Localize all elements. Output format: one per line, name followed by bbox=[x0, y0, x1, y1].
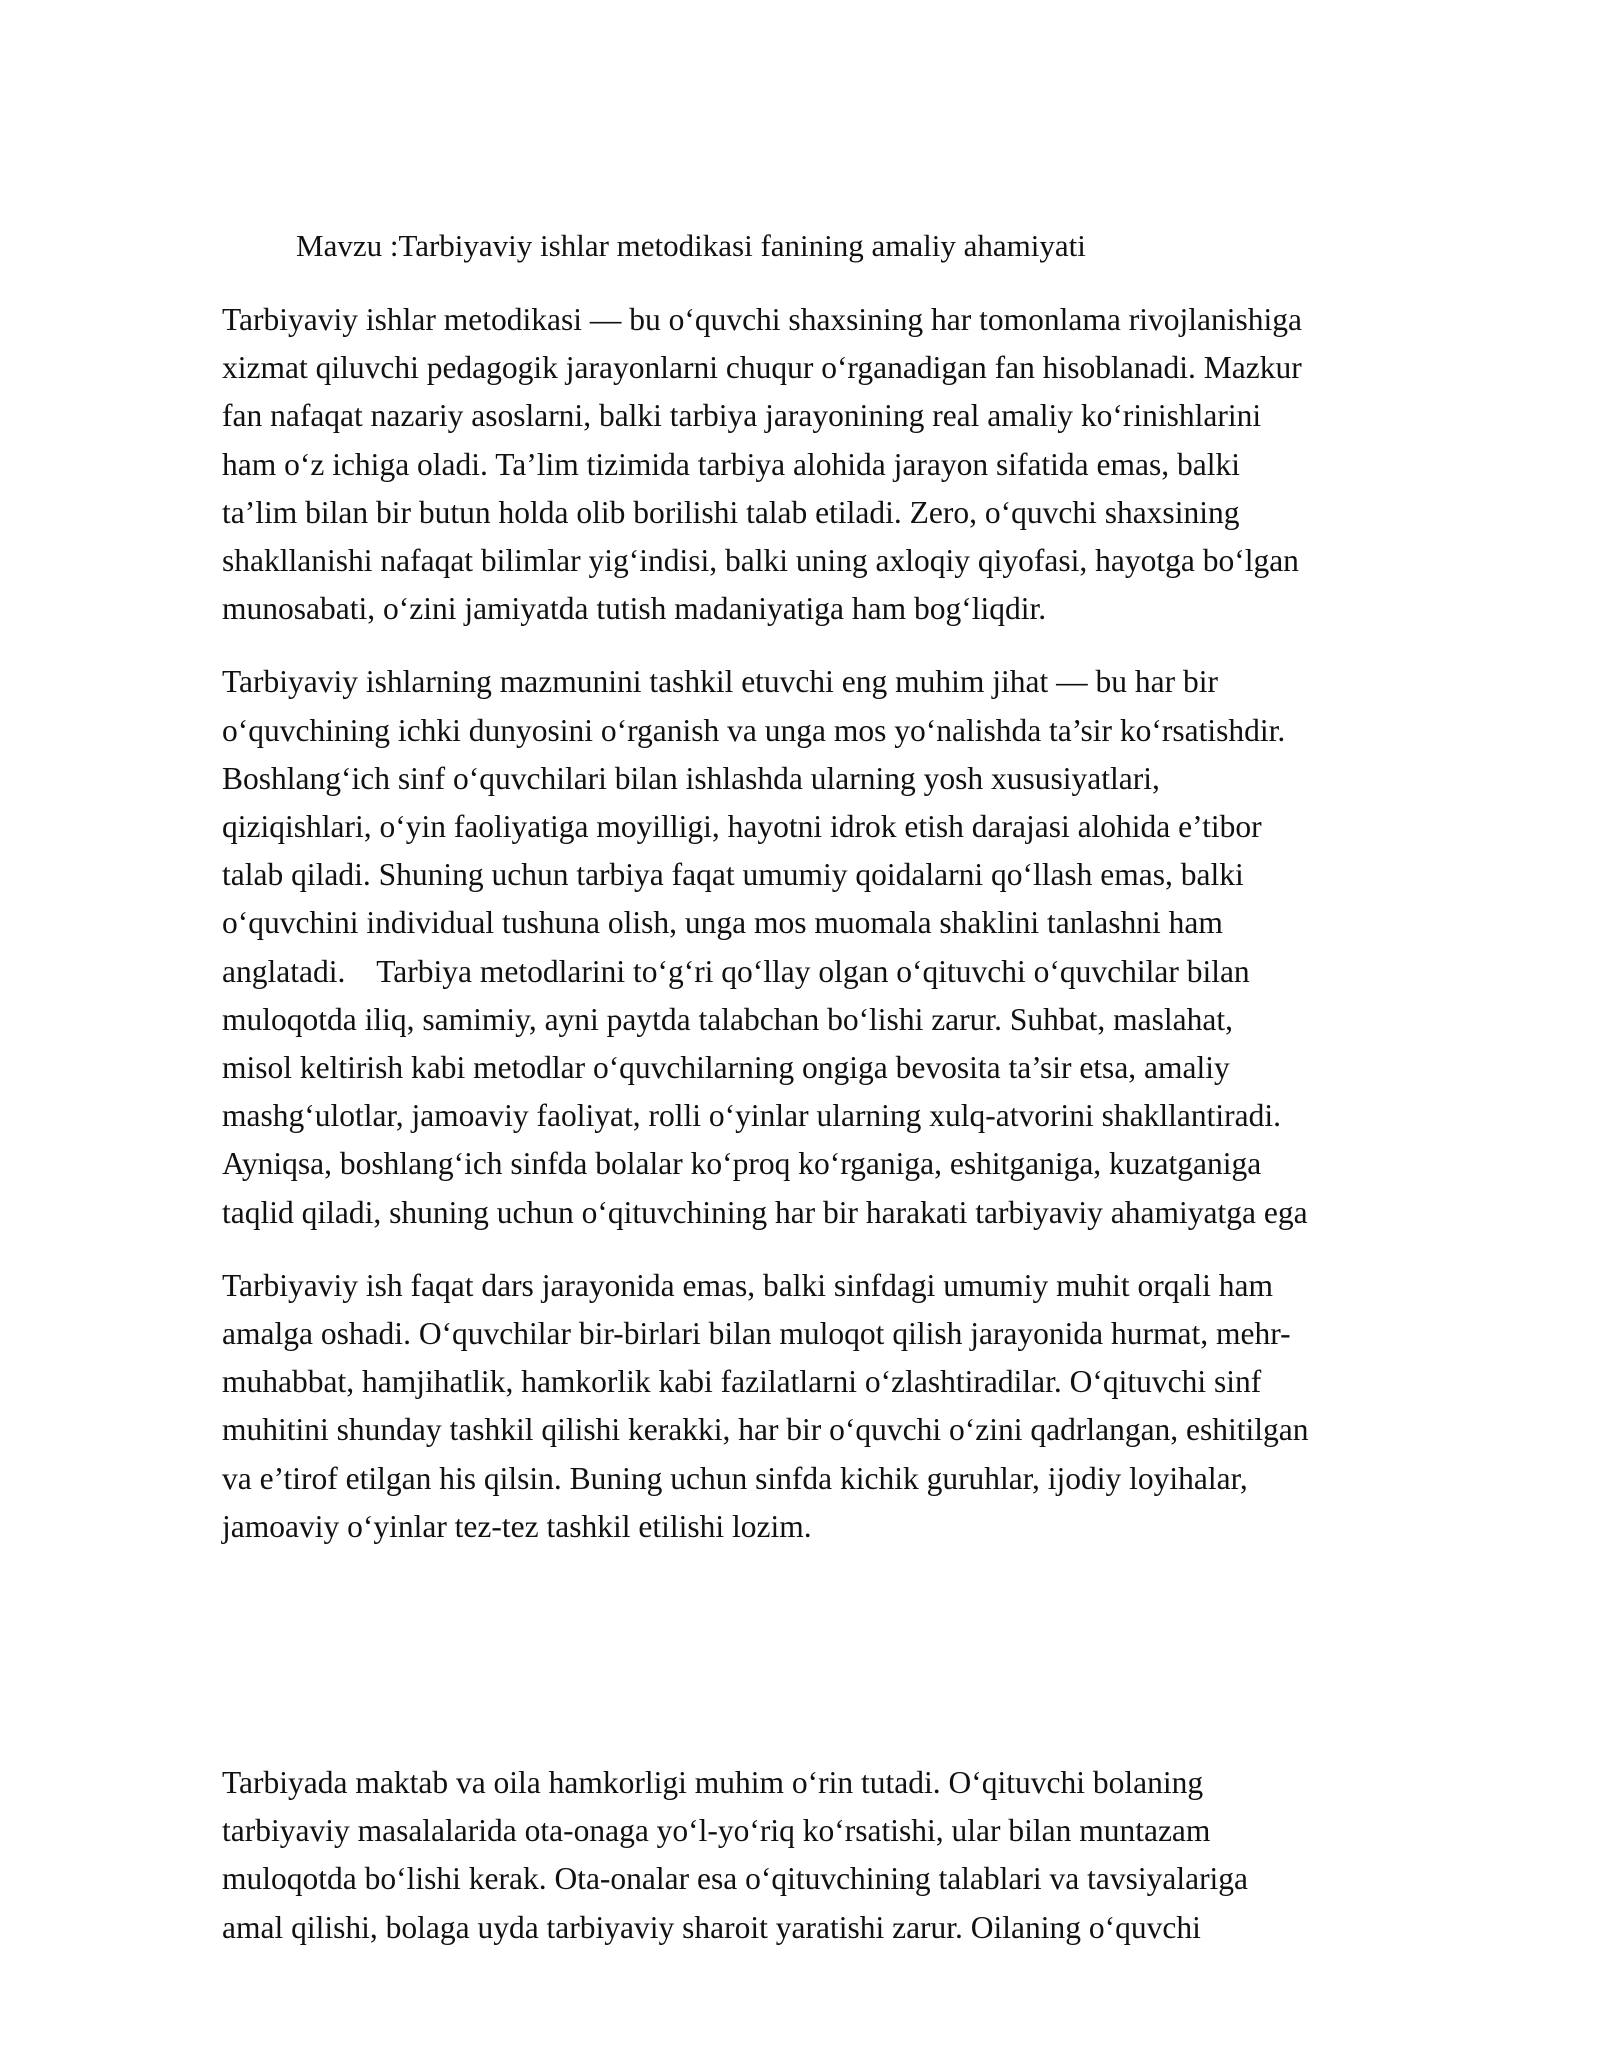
paragraph-line: jamoaviy o‘yinlar tez-tez tashkil etilishi lozim. bbox=[222, 1508, 812, 1544]
paragraph-line: amal qilishi, bolaga uyda tarbiyaviy sharoit yaratishi zarur. Oilaning o‘quvchi bbox=[222, 1909, 1201, 1945]
paragraph-line: xizmat qiluvchi pedagogik jarayonlarni chuqur o‘rganadigan fan hisoblanadi. Mazkur bbox=[222, 350, 1302, 386]
paragraph-line: mashg‘ulotlar, jamoaviy faoliyat, rolli o‘yinlar ularning xulq-atvorini shakllantiradi. bbox=[222, 1098, 1281, 1134]
paragraph-line: muhabbat, hamjihatlik, hamkorlik kabi fazilatlarni o‘zlashtiradilar. O‘qituvchi sinf bbox=[222, 1364, 1262, 1400]
paragraph-line: tarbiyaviy masalalarida ota-onaga yo‘l-yo‘riq ko‘rsatishi, ular bilan muntazam bbox=[222, 1813, 1211, 1849]
paragraph-2 bbox=[222, 658, 1494, 1236]
paragraph-line: amalga oshadi. O‘quvchilar bir-birlari bilan muloqot qilish jarayonida hurmat, mehr- bbox=[222, 1316, 1291, 1352]
paragraph-line: fan nafaqat nazariy asoslarni, balki tarbiya jarayonining real amaliy ko‘rinishlarini bbox=[222, 398, 1262, 434]
blank-space bbox=[222, 1576, 1494, 1759]
paragraph-line: Boshlang‘ich sinf o‘quvchilari bilan ishlashda ularning yosh xususiyatlari, bbox=[222, 760, 1160, 796]
paragraph-line: munosabati, o‘zini jamiyatda tutish madaniyatiga ham bog‘liqdir. bbox=[222, 591, 1047, 627]
paragraph-line: Tarbiyaviy ish faqat dars jarayonida emas, balki sinfdagi umumiy muhit orqali ham bbox=[222, 1267, 1274, 1303]
paragraph-4 bbox=[222, 1759, 1494, 1952]
paragraph-line: o‘quvchining ichki dunyosini o‘rganish va unga mos yo‘nalishda ta’sir ko‘rsatishdir. bbox=[222, 712, 1286, 748]
paragraph-line: ta’lim bilan bir butun holda olib borilishi talab etiladi. Zero, o‘quvchi shaxsining bbox=[222, 494, 1240, 530]
paragraph-line: muloqotda iliq, samimiy, ayni paytda talabchan bo‘lishi zarur. Suhbat, maslahat, bbox=[222, 1001, 1233, 1037]
paragraph-line: Tarbiyaviy ishlarning mazmunini tashkil etuvchi eng muhim jihat — bu har bir bbox=[222, 664, 1218, 700]
paragraph-line: Tarbiyada maktab va oila hamkorligi muhim o‘rin tutadi. O‘qituvchi bolaning bbox=[222, 1765, 1204, 1801]
paragraph-line: talab qiladi. Shuning uchun tarbiya faqat umumiy qoidalarni qo‘llash emas, balki bbox=[222, 857, 1244, 893]
paragraph-line: muloqotda bo‘lishi kerak. Ota-onalar esa o‘qituvchining talablari va tavsiyalariga bbox=[222, 1861, 1249, 1897]
paragraph-line: shakllanishi nafaqat bilimlar yig‘indisi, balki uning axloqiy qiyofasi, hayotga bo‘lgan bbox=[222, 543, 1299, 579]
paragraph-line: ham o‘z ichiga oladi. Ta’lim tizimida tarbiya alohida jarayon sifatida emas, balki bbox=[222, 446, 1240, 482]
document-title: Mavzu :Tarbiyaviy ishlar metodikasi fanining amaliy ahamiyati bbox=[296, 228, 1086, 263]
paragraph-line: Tarbiyaviy ishlar metodikasi — bu o‘quvchi shaxsining har tomonlama rivojlanishiga bbox=[222, 302, 1302, 337]
paragraph-line: misol keltirish kabi metodlar o‘quvchilarning ongiga bevosita ta’sir etsa, amaliy bbox=[222, 1050, 1230, 1086]
paragraph-3 bbox=[222, 1262, 1494, 1551]
paragraph-line: muhitini shunday tashkil qilishi kerakki, har bir o‘quvchi o‘zini qadrlangan, eshitilgan bbox=[222, 1412, 1309, 1448]
paragraph-line: qiziqishlari, o‘yin faoliyatiga moyilligi, hayotni idrok etish darajasi alohida e’tibor bbox=[222, 809, 1262, 845]
paragraph-line: taqlid qiladi, shuning uchun o‘qituvchining har bir harakati tarbiyaviy ahamiyatga ega bbox=[222, 1194, 1308, 1230]
document-body bbox=[222, 222, 1494, 1977]
paragraph-line: va e’tirof etilgan his qilsin. Buning uchun sinfda kichik guruhlar, ijodiy loyihalar, bbox=[222, 1460, 1248, 1496]
paragraph-line: Ayniqsa, boshlang‘ich sinfda bolalar ko‘proq ko‘rganiga, eshitganiga, kuzatganiga bbox=[222, 1146, 1262, 1182]
paragraph-line: o‘quvchini individual tushuna olish, unga mos muomala shaklini tanlashni ham bbox=[222, 905, 1223, 941]
paragraph-line: anglatadi. Tarbiya metodlarini to‘g‘ri qo‘llay olgan o‘qituvchi o‘quvchilar bilan bbox=[222, 953, 1250, 989]
paragraph-1 bbox=[222, 296, 1494, 633]
